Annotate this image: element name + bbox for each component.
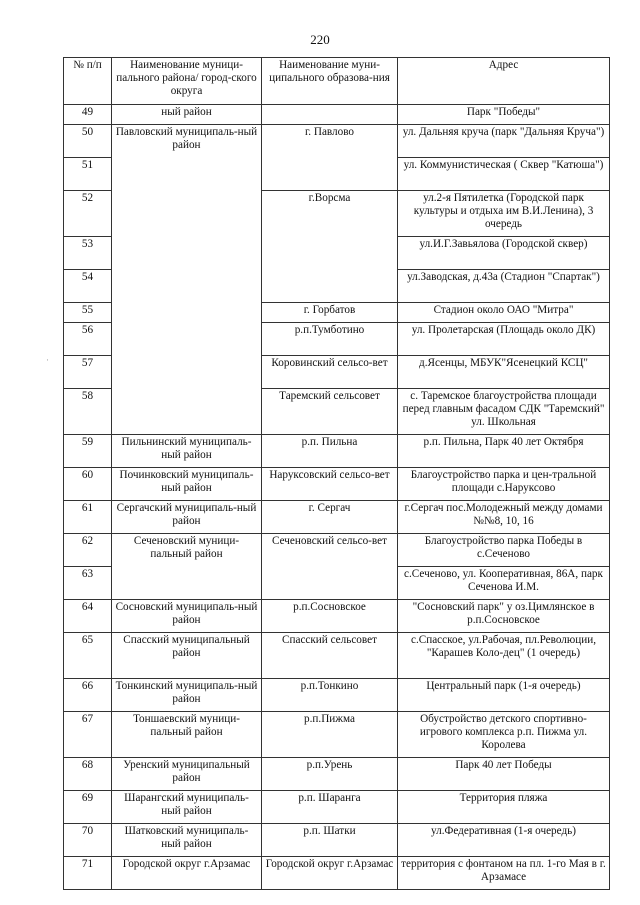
header-address: Адрес xyxy=(398,58,610,105)
row-address: Стадион около ОАО "Митра" xyxy=(398,303,610,323)
row-municipality: г. Сергач xyxy=(262,501,398,534)
side-mark: · xyxy=(46,355,49,365)
row-address: д.Ясенцы, МБУК"Ясенецкий КСЦ" xyxy=(398,356,610,389)
table-row xyxy=(64,534,610,567)
row-num: 71 xyxy=(64,857,112,890)
row-address: ул.Федеративная (1-я очередь) xyxy=(398,824,610,857)
row-district: Сергачский муниципаль-ный район xyxy=(112,501,262,534)
row-municipality: р.п. Пильна xyxy=(262,435,398,468)
row-num: 61 xyxy=(64,501,112,534)
row-municipality: Спасский сельсовет xyxy=(262,633,398,679)
row-address: ул. Коммунистическая ( Сквер "Катюша") xyxy=(398,158,610,191)
row-address: ул.И.Г.Завьялова (Городской сквер) xyxy=(398,237,610,270)
row-municipality: Наруксовский сельсо-вет xyxy=(262,468,398,501)
row-municipality: р.п.Пижма xyxy=(262,712,398,758)
table-row xyxy=(64,679,610,712)
row-address: ул.Заводская, д.43а (Стадион "Спартак") xyxy=(398,270,610,303)
row-district: Шарангский муниципаль-ный район xyxy=(112,791,262,824)
page-number: 220 xyxy=(310,32,330,47)
table-row xyxy=(64,501,610,534)
header-district: Наименование муници-пального района/ город-ского округа xyxy=(112,58,262,105)
row-num: 51 xyxy=(64,158,112,191)
row-num: 64 xyxy=(64,600,112,633)
row-district: Тоншаевский муници-пальный район xyxy=(112,712,262,758)
row-district: Пильнинский муниципаль-ный район xyxy=(112,435,262,468)
row-num: 62 xyxy=(64,534,112,567)
row-district: Уренский муниципальный район xyxy=(112,758,262,791)
row-num: 70 xyxy=(64,824,112,857)
table-row xyxy=(64,468,610,501)
header-num: № п/п xyxy=(64,58,112,105)
row-district: ный район xyxy=(112,105,262,125)
row-num: 60 xyxy=(64,468,112,501)
row-num: 57 xyxy=(64,356,112,389)
row-district: Починковский муниципаль-ный район xyxy=(112,468,262,501)
table-header-row xyxy=(64,58,610,105)
table-row xyxy=(64,633,610,679)
row-municipality: г. Павлово xyxy=(262,125,398,191)
row-num: 66 xyxy=(64,679,112,712)
table-row xyxy=(64,857,610,890)
row-municipality: р.п.Тонкино xyxy=(262,679,398,712)
row-municipality: р.п. Шаранга xyxy=(262,791,398,824)
row-num: 67 xyxy=(64,712,112,758)
row-address: Благоустройство парка Победы в с.Сеченово xyxy=(398,534,610,567)
row-municipality: р.п. Шатки xyxy=(262,824,398,857)
table-row xyxy=(64,824,610,857)
row-municipality: Таремский сельсовет xyxy=(262,389,398,435)
table-row xyxy=(64,791,610,824)
row-district: Спасский муниципальный район xyxy=(112,633,262,679)
row-num: 58 xyxy=(64,389,112,435)
table-row xyxy=(64,712,610,758)
row-num: 52 xyxy=(64,191,112,237)
row-district: Городской округ г.Арзамас xyxy=(112,857,262,890)
header-municipality: Наименование муни-ципального образова-ния xyxy=(262,58,398,105)
row-address: ул.2-я Пятилетка (Городской парк культуры и отдыха им В.И.Ленина), 3 очередь xyxy=(398,191,610,237)
row-num: 54 xyxy=(64,270,112,303)
row-num: 50 xyxy=(64,125,112,158)
row-municipality: Сеченовский сельсо-вет xyxy=(262,534,398,600)
row-district: Тонкинский муниципаль-ный район xyxy=(112,679,262,712)
row-municipality: Городской округ г.Арзамас xyxy=(262,857,398,890)
row-district: Сеченовский муници-пальный район xyxy=(112,534,262,600)
row-municipality: р.п.Сосновское xyxy=(262,600,398,633)
row-address: ул. Дальняя круча (парк "Дальняя Круча") xyxy=(398,125,610,158)
row-num: 68 xyxy=(64,758,112,791)
row-district: Сосновский муниципаль-ный район xyxy=(112,600,262,633)
table-row xyxy=(64,758,610,791)
row-municipality: г. Горбатов xyxy=(262,303,398,323)
row-address: Территория пляжа xyxy=(398,791,610,824)
row-address: Парк "Победы" xyxy=(398,105,610,125)
row-num: 56 xyxy=(64,323,112,356)
row-address: Благоустройство парка и цен-тральной площади с.Наруксово xyxy=(398,468,610,501)
table-row xyxy=(64,105,610,125)
row-num: 65 xyxy=(64,633,112,679)
table-row xyxy=(64,125,610,158)
table-row xyxy=(64,600,610,633)
row-num: 49 xyxy=(64,105,112,125)
row-num: 55 xyxy=(64,303,112,323)
row-address: территория с фонтаном на пл. 1-го Мая в г. Арзамасе xyxy=(398,857,610,890)
row-num: 63 xyxy=(64,567,112,600)
row-address: ул. Пролетарская (Площадь около ДК) xyxy=(398,323,610,356)
row-num: 59 xyxy=(64,435,112,468)
row-address: "Сосновский парк" у оз.Цимлянское в р.п.Сосновское xyxy=(398,600,610,633)
table-row xyxy=(64,435,610,468)
row-district: Павловский муниципаль-ный район xyxy=(112,125,262,435)
row-address: Центральный парк (1-я очередь) xyxy=(398,679,610,712)
row-address: с.Сеченово, ул. Кооперативная, 86А, парк Сеченова И.М. xyxy=(398,567,610,600)
row-municipality: Коровинский сельсо-вет xyxy=(262,356,398,389)
address-table xyxy=(63,57,610,890)
row-district: Шатковский муниципаль-ный район xyxy=(112,824,262,857)
row-address: Обустройство детского спортивно-игрового комплекса р.п. Пижма ул. Королева xyxy=(398,712,610,758)
row-municipality: р.п.Тумботино xyxy=(262,323,398,356)
row-address: Парк 40 лет Победы xyxy=(398,758,610,791)
row-address: с. Таремское благоустройства площади перед главным фасадом СДК "Таремский" ул. Школьная xyxy=(398,389,610,435)
row-municipality: р.п.Урень xyxy=(262,758,398,791)
row-address: р.п. Пильна, Парк 40 лет Октября xyxy=(398,435,610,468)
row-num: 69 xyxy=(64,791,112,824)
row-municipality xyxy=(262,105,398,125)
row-address: г.Сергач пос.Молодежный между домами №№8, 10, 16 xyxy=(398,501,610,534)
row-num: 53 xyxy=(64,237,112,270)
row-municipality: г.Ворсма xyxy=(262,191,398,303)
row-address: с.Спасское, ул.Рабочая, пл.Революции, "Карашев Коло-дец" (1 очередь) xyxy=(398,633,610,679)
